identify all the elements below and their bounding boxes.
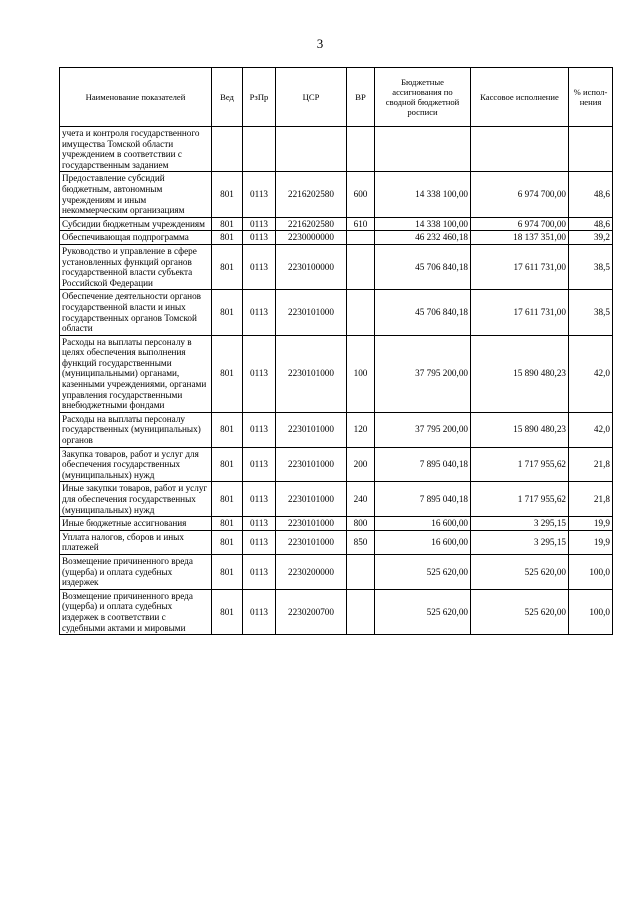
table-row bbox=[60, 172, 613, 217]
table-row bbox=[60, 447, 613, 482]
header-cash: Кассовое исполнение bbox=[471, 68, 569, 127]
table-row bbox=[60, 244, 613, 289]
cell-csr: 2230101000 bbox=[276, 335, 347, 412]
cell-vr bbox=[347, 127, 375, 172]
cell-cash: 6 974 700,00 bbox=[471, 217, 569, 231]
cell-cash: 18 137 351,00 bbox=[471, 231, 569, 245]
cell-cash: 6 974 700,00 bbox=[471, 172, 569, 217]
cell-name: Обеспечение деятельности органов государственной власти и иных государственных органов Томской области bbox=[60, 290, 212, 335]
table-row bbox=[60, 127, 613, 172]
cell-name: Возмещение причиненного вреда (ущерба) и оплата судебных издержек в соответствии с судебными актами и мировыми bbox=[60, 589, 212, 634]
cell-ved: 801 bbox=[212, 412, 243, 447]
cell-assign: 16 600,00 bbox=[375, 530, 471, 554]
cell-vr: 610 bbox=[347, 217, 375, 231]
cell-vr bbox=[347, 290, 375, 335]
cell-assign: 45 706 840,18 bbox=[375, 290, 471, 335]
cell-vr: 200 bbox=[347, 447, 375, 482]
cell-assign: 45 706 840,18 bbox=[375, 244, 471, 289]
cell-rzpr: 0113 bbox=[243, 447, 276, 482]
cell-name: Расходы на выплаты персоналу в целях обеспечения выполнения функций государственными (муниципальными) органами, казенными учреждениями, органами управления государственными внебюджетными фондами bbox=[60, 335, 212, 412]
cell-rzpr: 0113 bbox=[243, 217, 276, 231]
cell-assign: 14 338 100,00 bbox=[375, 172, 471, 217]
header-name: Наименование показателей bbox=[60, 68, 212, 127]
cell-name: Предоставление субсидий бюджетным, автономным учреждениям и иным некоммерческим организациям bbox=[60, 172, 212, 217]
table-row bbox=[60, 530, 613, 554]
cell-ved: 801 bbox=[212, 290, 243, 335]
cell-rzpr: 0113 bbox=[243, 530, 276, 554]
cell-ved: 801 bbox=[212, 530, 243, 554]
cell-ved: 801 bbox=[212, 517, 243, 531]
budget-table bbox=[59, 67, 613, 635]
cell-ved: 801 bbox=[212, 482, 243, 517]
cell-name: Руководство и управление в сфере установленных функций органов государственной власти субъекта Российской Федерации bbox=[60, 244, 212, 289]
cell-rzpr: 0113 bbox=[243, 554, 276, 589]
cell-cash: 525 620,00 bbox=[471, 554, 569, 589]
cell-name: Расходы на выплаты персоналу государственных (муниципальных) органов bbox=[60, 412, 212, 447]
cell-rzpr bbox=[243, 127, 276, 172]
cell-rzpr: 0113 bbox=[243, 244, 276, 289]
cell-cash: 15 890 480,23 bbox=[471, 412, 569, 447]
cell-percent: 100,0 bbox=[569, 554, 613, 589]
table-row bbox=[60, 412, 613, 447]
cell-csr: 2230200000 bbox=[276, 554, 347, 589]
table-row bbox=[60, 231, 613, 245]
cell-name: Возмещение причиненного вреда (ущерба) и оплата судебных издержек bbox=[60, 554, 212, 589]
cell-vr bbox=[347, 589, 375, 634]
cell-vr: 100 bbox=[347, 335, 375, 412]
cell-assign bbox=[375, 127, 471, 172]
cell-rzpr: 0113 bbox=[243, 335, 276, 412]
cell-percent: 42,0 bbox=[569, 412, 613, 447]
cell-rzpr: 0113 bbox=[243, 517, 276, 531]
cell-name: Субсидии бюджетным учреждениям bbox=[60, 217, 212, 231]
cell-assign: 37 795 200,00 bbox=[375, 335, 471, 412]
table-row bbox=[60, 217, 613, 231]
cell-name: Иные закупки товаров, работ и услуг для обеспечения государственных (муниципальных) нужд bbox=[60, 482, 212, 517]
header-assign: Бюджетные ассигнования по сводной бюджетной росписи bbox=[375, 68, 471, 127]
table-row bbox=[60, 517, 613, 531]
cell-rzpr: 0113 bbox=[243, 172, 276, 217]
cell-name: учета и контроля государственного имущества Томской области учреждением в соответствии с государственным заданием bbox=[60, 127, 212, 172]
cell-percent: 21,8 bbox=[569, 447, 613, 482]
cell-cash bbox=[471, 127, 569, 172]
cell-ved: 801 bbox=[212, 172, 243, 217]
cell-vr: 850 bbox=[347, 530, 375, 554]
cell-vr: 800 bbox=[347, 517, 375, 531]
cell-percent bbox=[569, 127, 613, 172]
cell-percent: 19,9 bbox=[569, 517, 613, 531]
cell-ved: 801 bbox=[212, 447, 243, 482]
cell-percent: 100,0 bbox=[569, 589, 613, 634]
cell-csr: 2230100000 bbox=[276, 244, 347, 289]
header-vr: ВР bbox=[347, 68, 375, 127]
cell-vr: 240 bbox=[347, 482, 375, 517]
header-percent: % испол-нения bbox=[569, 68, 613, 127]
table-row bbox=[60, 335, 613, 412]
header-ved: Вед bbox=[212, 68, 243, 127]
header-rzpr: РзПр bbox=[243, 68, 276, 127]
table-row bbox=[60, 290, 613, 335]
cell-name: Уплата налогов, сборов и иных платежей bbox=[60, 530, 212, 554]
cell-rzpr: 0113 bbox=[243, 482, 276, 517]
cell-cash: 1 717 955,62 bbox=[471, 447, 569, 482]
cell-assign: 525 620,00 bbox=[375, 589, 471, 634]
cell-csr: 2216202580 bbox=[276, 217, 347, 231]
cell-assign: 525 620,00 bbox=[375, 554, 471, 589]
cell-csr: 2230101000 bbox=[276, 412, 347, 447]
cell-csr: 2216202580 bbox=[276, 172, 347, 217]
cell-cash: 17 611 731,00 bbox=[471, 290, 569, 335]
cell-cash: 525 620,00 bbox=[471, 589, 569, 634]
cell-cash: 17 611 731,00 bbox=[471, 244, 569, 289]
cell-vr bbox=[347, 231, 375, 245]
cell-ved: 801 bbox=[212, 231, 243, 245]
cell-name: Обеспечивающая подпрограмма bbox=[60, 231, 212, 245]
cell-csr: 2230101000 bbox=[276, 290, 347, 335]
cell-assign: 7 895 040,18 bbox=[375, 447, 471, 482]
cell-rzpr: 0113 bbox=[243, 290, 276, 335]
cell-csr: 2230200700 bbox=[276, 589, 347, 634]
cell-cash: 3 295,15 bbox=[471, 517, 569, 531]
page-number: 3 bbox=[316, 36, 324, 51]
cell-percent: 39,2 bbox=[569, 231, 613, 245]
cell-cash: 15 890 480,23 bbox=[471, 335, 569, 412]
cell-cash: 1 717 955,62 bbox=[471, 482, 569, 517]
cell-ved: 801 bbox=[212, 217, 243, 231]
header-csr: ЦСР bbox=[276, 68, 347, 127]
cell-ved bbox=[212, 127, 243, 172]
cell-percent: 19,9 bbox=[569, 530, 613, 554]
cell-csr: 2230101000 bbox=[276, 447, 347, 482]
table-header-row bbox=[60, 68, 613, 127]
cell-ved: 801 bbox=[212, 244, 243, 289]
cell-percent: 38,5 bbox=[569, 244, 613, 289]
cell-assign: 16 600,00 bbox=[375, 517, 471, 531]
table-row bbox=[60, 554, 613, 589]
cell-vr bbox=[347, 244, 375, 289]
cell-percent: 42,0 bbox=[569, 335, 613, 412]
cell-name: Закупка товаров, работ и услуг для обеспечения государственных (муниципальных) нужд bbox=[60, 447, 212, 482]
cell-rzpr: 0113 bbox=[243, 589, 276, 634]
cell-rzpr: 0113 bbox=[243, 412, 276, 447]
table-row bbox=[60, 482, 613, 517]
cell-vr: 120 bbox=[347, 412, 375, 447]
cell-cash: 3 295,15 bbox=[471, 530, 569, 554]
cell-csr bbox=[276, 127, 347, 172]
cell-csr: 2230101000 bbox=[276, 517, 347, 531]
cell-rzpr: 0113 bbox=[243, 231, 276, 245]
cell-percent: 48,6 bbox=[569, 172, 613, 217]
cell-vr bbox=[347, 554, 375, 589]
cell-csr: 2230000000 bbox=[276, 231, 347, 245]
cell-assign: 46 232 460,18 bbox=[375, 231, 471, 245]
cell-assign: 7 895 040,18 bbox=[375, 482, 471, 517]
cell-ved: 801 bbox=[212, 554, 243, 589]
table-row bbox=[60, 589, 613, 634]
cell-percent: 38,5 bbox=[569, 290, 613, 335]
cell-percent: 21,8 bbox=[569, 482, 613, 517]
cell-assign: 14 338 100,00 bbox=[375, 217, 471, 231]
cell-vr: 600 bbox=[347, 172, 375, 217]
cell-csr: 2230101000 bbox=[276, 482, 347, 517]
cell-name: Иные бюджетные ассигнования bbox=[60, 517, 212, 531]
cell-csr: 2230101000 bbox=[276, 530, 347, 554]
cell-assign: 37 795 200,00 bbox=[375, 412, 471, 447]
cell-ved: 801 bbox=[212, 335, 243, 412]
cell-percent: 48,6 bbox=[569, 217, 613, 231]
cell-ved: 801 bbox=[212, 589, 243, 634]
